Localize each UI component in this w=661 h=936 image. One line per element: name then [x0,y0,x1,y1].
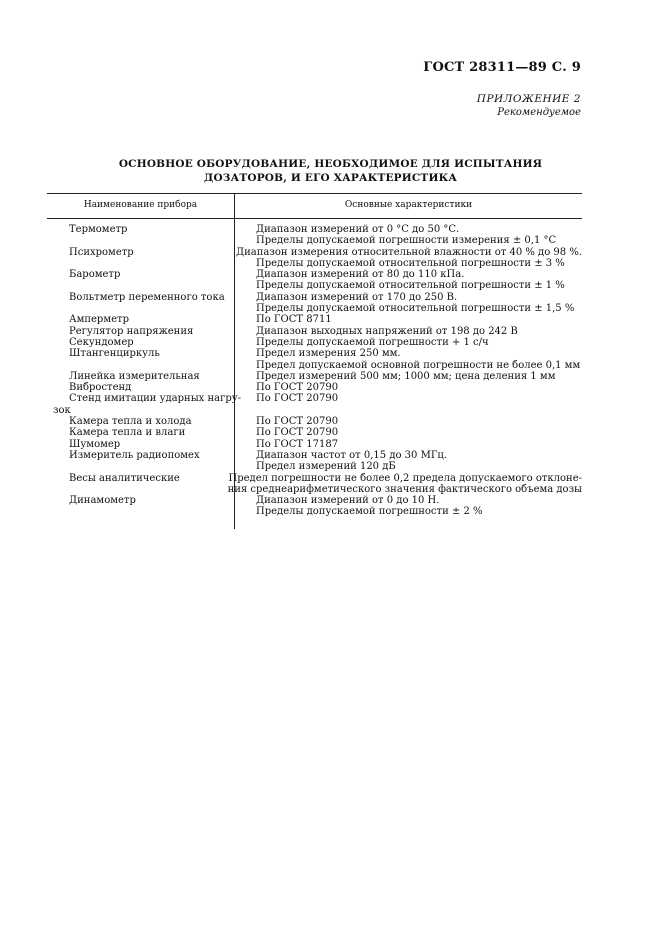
equipment-name [47,484,215,495]
equipment-name [47,303,234,314]
column-header-spec: Основные характеристики [344,200,473,210]
equipment-spec: Предел погрешности не более 0,2 предела допускаемого отклоне- [228,472,582,484]
table-row [47,439,582,450]
table-row [47,416,582,427]
equipment-table [47,193,582,518]
equipment-name: Термометр [69,224,128,235]
equipment-name: Амперметр [69,314,129,326]
equipment-name: Измеритель радиопомех [69,449,200,461]
table-row [47,303,582,314]
equipment-name: Линейка измерительная [69,370,200,382]
equipment-name: Секундомер [69,336,134,348]
table-row [47,405,582,416]
equipment-spec: По ГОСТ 20790 [256,416,339,428]
equipment-spec: Предел допускаемой основной погрешности не более 0,1 мм [256,359,581,371]
equipment-name: Шумомер [69,438,121,450]
table-row [47,371,582,382]
equipment-spec: Диапазон измерений от 0 °С до 50 °С. [256,224,460,235]
table-header [47,193,582,219]
table-row [47,360,582,371]
table-row [47,292,582,303]
page-title [0,157,661,185]
document-code: ГОСТ 28311—89 С. 9 [423,60,581,75]
table-row [47,235,582,246]
table-row [47,247,582,258]
equipment-name: Психрометр [69,246,134,258]
equipment-spec: Предел измерения 250 мм. [256,348,401,360]
equipment-name: зок [53,404,71,416]
equipment-spec: Диапазон измерения относительной влажности от 40 % до 98 %. [236,246,582,258]
table-row [47,348,582,359]
equipment-name: Барометр [69,269,121,281]
equipment-spec: Пределы допускаемой погрешности ± 2 % [256,506,483,518]
equipment-name: Динамометр [69,495,136,507]
equipment-name: Вольтметр переменного тока [69,291,225,303]
equipment-spec: Пределы допускаемой относительной погрешности ± 1 % [256,280,565,292]
equipment-name [47,258,234,269]
equipment-spec: По ГОСТ 8711 [256,314,332,326]
table-row [47,280,582,291]
equipment-spec: Диапазон измерений от 170 до 250 В. [256,291,458,303]
equipment-name: Камера тепла и холода [69,416,192,428]
equipment-name [47,360,234,371]
equipment-spec: ния среднеарифметического значения фактического объема дозы [227,483,582,495]
appendix-block [477,92,581,120]
equipment-spec: Диапазон измерений от 80 до 110 кПа. [256,269,465,281]
table-row [47,382,582,393]
title-line-2: ДОЗАТОРОВ, И ЕГО ХАРАКТЕРИСТИКА [203,172,458,184]
equipment-spec: Пределы допускаемой погрешности + 1 с/ч [256,336,489,348]
table-row [47,461,582,472]
table-row [47,473,582,484]
table-row [47,450,582,461]
equipment-spec: По ГОСТ 20790 [256,427,339,439]
equipment-name: Штангенциркуль [69,348,160,360]
equipment-name: Регулятор напряжения [69,325,194,337]
equipment-spec: Диапазон измерений от 0 до 10 Н. [256,495,440,507]
equipment-spec: Диапазон частот от 0,15 до 30 МГц. [256,449,448,461]
table-row [47,506,582,517]
equipment-spec: Пределы допускаемой относительной погрешности ± 3 % [256,257,565,269]
equipment-name [47,280,234,291]
appendix-note: Рекомендуемое [497,107,581,118]
equipment-spec: Предел измерений 120 дБ [256,461,396,473]
table-row [47,484,582,495]
appendix-label: ПРИЛОЖЕНИЕ 2 [476,93,581,105]
table-row [47,427,582,438]
equipment-spec: Диапазон выходных напряжений от 198 до 242 В [256,325,518,337]
table-row [47,337,582,348]
table-row [47,269,582,280]
equipment-spec: По ГОСТ 20790 [256,393,339,405]
table-row [47,393,582,404]
equipment-name [47,461,234,472]
equipment-name [47,235,234,246]
table-row [47,258,582,269]
equipment-spec: По ГОСТ 20790 [256,382,339,394]
title-line-1: ОСНОВНОЕ ОБОРУДОВАНИЕ, НЕОБХОДИМОЕ ДЛЯ ИСПЫТАНИЯ [118,158,543,170]
table-row [47,224,582,235]
equipment-spec [234,405,582,416]
equipment-spec: По ГОСТ 17187 [256,438,339,450]
column-header-name: Наименование прибора [83,200,198,210]
table-row [47,495,582,506]
equipment-name: Камера тепла и влаги [69,427,186,439]
equipment-spec: Пределы допускаемой относительной погрешности ± 1,5 % [256,303,575,315]
table-body [47,219,582,518]
equipment-spec: Предел измерений 500 мм; 1000 мм; цена деления 1 мм [256,370,556,382]
equipment-name [47,506,234,517]
table-row [47,314,582,325]
equipment-name: Стенд имитации ударных нагру- [69,393,242,405]
table-row [47,326,582,337]
equipment-name: Вибростенд [69,382,132,394]
equipment-name: Весы аналитические [69,472,180,484]
equipment-spec: Пределы допускаемой погрешности измерения ± 0,1 °С [256,235,557,247]
